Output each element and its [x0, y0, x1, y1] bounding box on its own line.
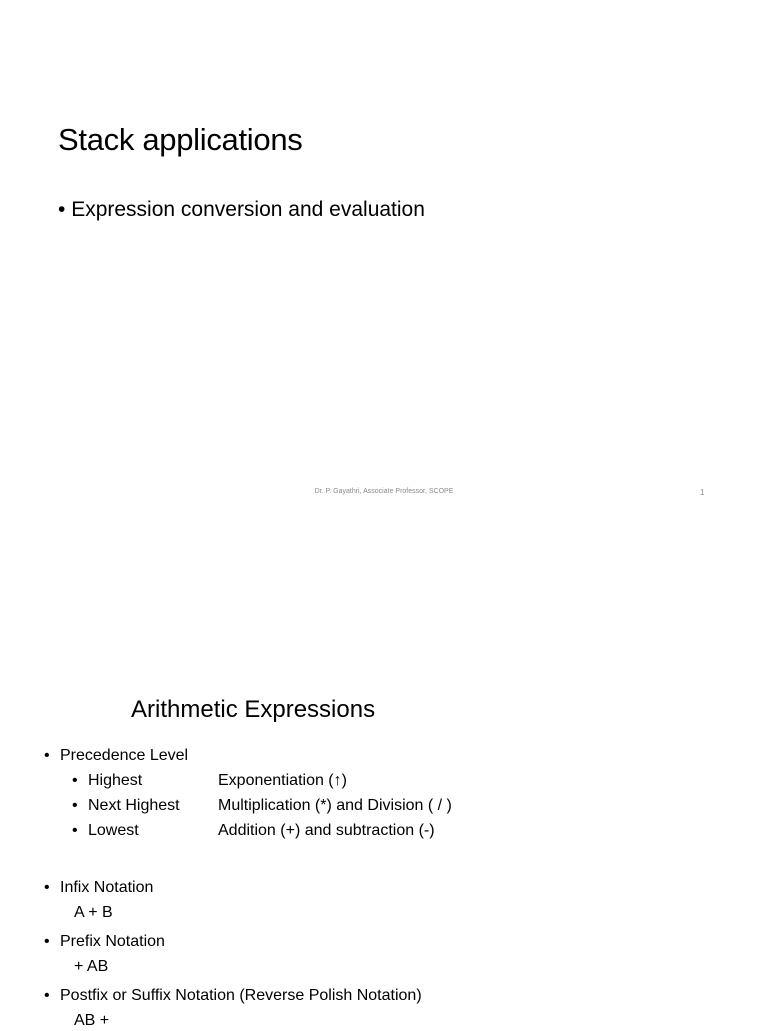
notation-name: • Prefix Notation: [60, 932, 165, 952]
notation-name: • Infix Notation: [60, 878, 153, 898]
precedence-level-name: • Next Highest: [88, 796, 180, 816]
precedence-level-name: • Highest: [88, 771, 142, 791]
slide-1: [0, 0, 768, 512]
precedence-level-name: • Lowest: [88, 821, 139, 841]
bullet-item: [58, 198, 425, 222]
page-number: 1: [700, 488, 705, 497]
bullet-icon: •: [58, 198, 72, 221]
precedence-heading: • Precedence Level: [60, 746, 188, 766]
notation-example: + AB: [74, 958, 109, 975]
slide-footer: Dr. P. Gayathri, Associate Professor, SCOPE: [314, 488, 454, 495]
precedence-level-operators: Multiplication (*) and Division ( / ): [218, 797, 452, 814]
precedence-level-operators: Exponentiation (↑): [218, 772, 347, 789]
bullet-text: Expression conversion and evaluation: [71, 198, 425, 221]
notation-example: AB +: [74, 1012, 110, 1029]
notation-name: • Postfix or Suffix Notation (Reverse Polish Notation): [60, 986, 422, 1006]
slide-title: Stack applications: [58, 122, 303, 157]
slide-title: Arithmetic Expressions: [131, 696, 376, 723]
precedence-level-operators: Addition (+) and subtraction (-): [218, 822, 435, 839]
notation-example: A + B: [74, 904, 113, 921]
slide-2: [0, 640, 768, 1029]
